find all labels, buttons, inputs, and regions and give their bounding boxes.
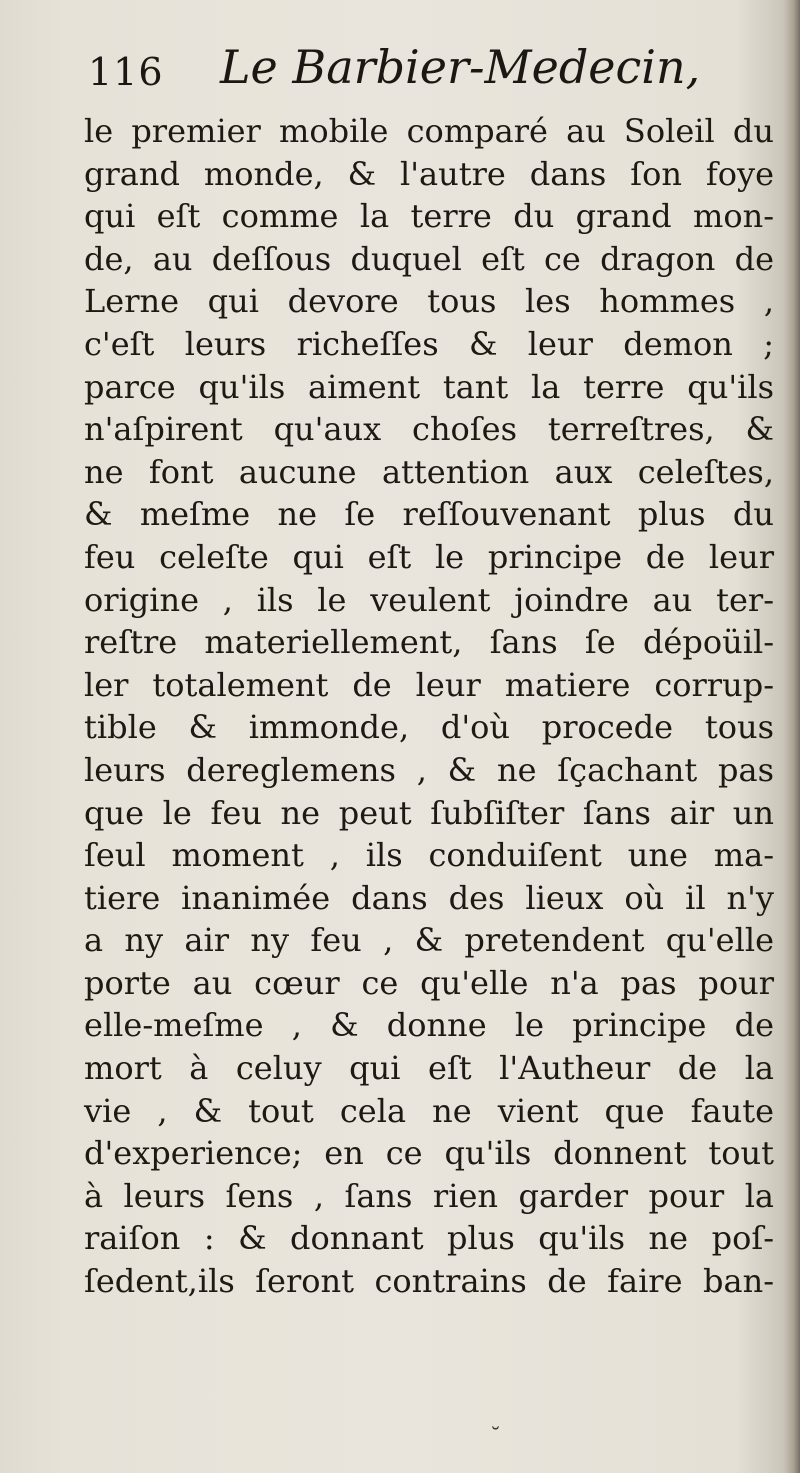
text-line: & meſme ne ſe reſſouvenant plus du — [84, 495, 774, 534]
text-line: vie , & tout cela ne vient que faute — [84, 1091, 774, 1130]
text-line: tiere inanimée dans des lieux où il n'y — [84, 878, 774, 917]
text-line: reſtre materiellement, ſans ſe dépoüil- — [84, 623, 774, 662]
text-line: c'eſt leurs richeſſes & leur demon ; — [84, 324, 774, 363]
text-line: mort à celuy qui eſt l'Autheur de la — [84, 1049, 774, 1088]
text-line: qui eſt comme la terre du grand mon- — [84, 197, 774, 236]
page-header — [88, 40, 768, 100]
text-line: origine , ils le veulent joindre au ter- — [84, 580, 774, 619]
text-line: le premier mobile comparé au Soleil du — [84, 112, 774, 150]
text-line: Lerne qui devore tous les hommes , — [84, 282, 774, 321]
page-gutter-shadow — [784, 0, 800, 1473]
text-line: n'aſpirent qu'aux choſes terreſtres, & — [84, 410, 774, 449]
text-line: porte au cœur ce qu'elle n'a pas pour — [84, 963, 774, 1002]
footer-mark: ˘ — [490, 1425, 501, 1450]
running-title: Le Barbier-Medecin, — [220, 40, 701, 94]
text-line: d'experience; en ce qu'ils donnent tout — [84, 1134, 774, 1173]
text-line: ne font aucune attention aux celeſtes, — [84, 452, 774, 491]
text-line: ſedent,ils ſeront contrains de faire ban- — [84, 1262, 774, 1301]
text-line: à leurs ſens , ſans rien garder pour la — [84, 1176, 774, 1215]
text-line: raiſon : & donnant plus qu'ils ne poſ- — [84, 1219, 774, 1258]
page-number: 116 — [88, 50, 164, 94]
text-line: a ny air ny feu , & pretendent qu'elle — [84, 921, 774, 960]
text-line: ler totalement de leur matiere corrup- — [84, 665, 774, 704]
text-line: feu celeſte qui eſt le principe de leur — [84, 537, 774, 576]
body-text — [84, 110, 774, 1303]
text-line: leurs dereglemens , & ne ſçachant pas — [84, 750, 774, 789]
text-line: elle-meſme , & donne le principe de — [84, 1006, 774, 1045]
text-line: que le feu ne peut ſubſiſter ſans air un — [84, 793, 774, 832]
text-line: ſeul moment , ils conduiſent une ma- — [84, 836, 774, 875]
text-line: de, au deſſous duquel eſt ce dragon de — [84, 239, 774, 278]
text-line: tible & immonde, d'où procede tous — [84, 708, 774, 747]
text-line: grand monde, & l'autre dans ſon foye — [84, 154, 774, 193]
text-line: parce qu'ils aiment tant la terre qu'ils — [84, 367, 774, 406]
